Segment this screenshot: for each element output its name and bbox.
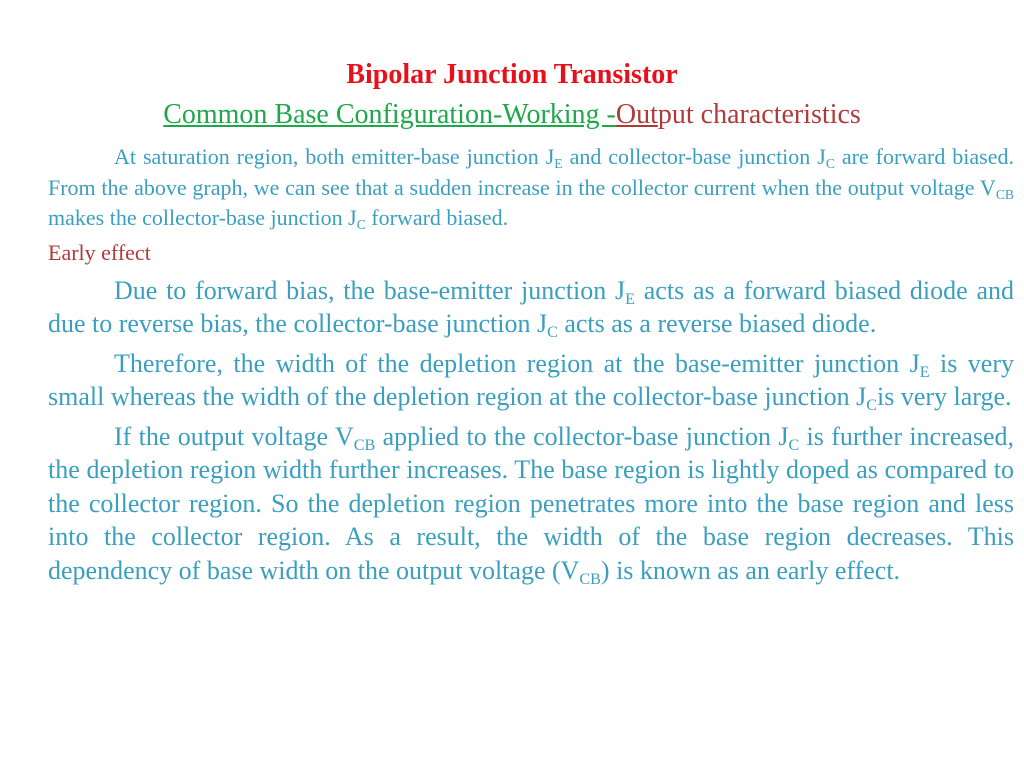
forward-bias-paragraph: Due to forward bias, the base-emitter junction $J_E$ acts as a forward biased diode and due to reverse bias, the collector-base junction $J_C$ acts as a reverse biased diode. [48, 275, 1014, 341]
subtitle-brown-part: put characteristics [657, 99, 861, 130]
early-effect-heading: Early effect [48, 239, 151, 265]
saturation-paragraph: At saturation region, both emitter-base junction $J_E$ and collector-base junction $J_C$ are forward biased. From the above graph, we can see that a sudden increase in the collector current when the output voltage $V_{CB}$ makes the collector-base junction $J_C$ forward biased. [48, 144, 1014, 233]
subtitle-brown-underlined-part: Out [615, 99, 658, 130]
early-effect-paragraph: If the output voltage $V_{CB}$ applied to the collector-base junction $J_C$ is further increased, the depletion region width further increases. The base region is lightly doped as compared to the collector region. So the depletion region penetrates more into the base region and less into the collector region. As a result, the width of the base region decreases. This dependency of base width on the output voltage $(V_{CB})$ is known as an early effect. [48, 421, 1014, 588]
subtitle-green-part: Common Base Configuration-Working - [163, 99, 616, 130]
page-title: Bipolar Junction Transistor [346, 59, 678, 90]
depletion-width-paragraph: Therefore, the width of the depletion region at the base-emitter junction $J_E$ is very small whereas the width of the depletion region at the collector-base junction $J_Cis$ very large. [48, 348, 1014, 414]
page-subtitle [0, 98, 1024, 132]
slide-content [48, 142, 1014, 587]
